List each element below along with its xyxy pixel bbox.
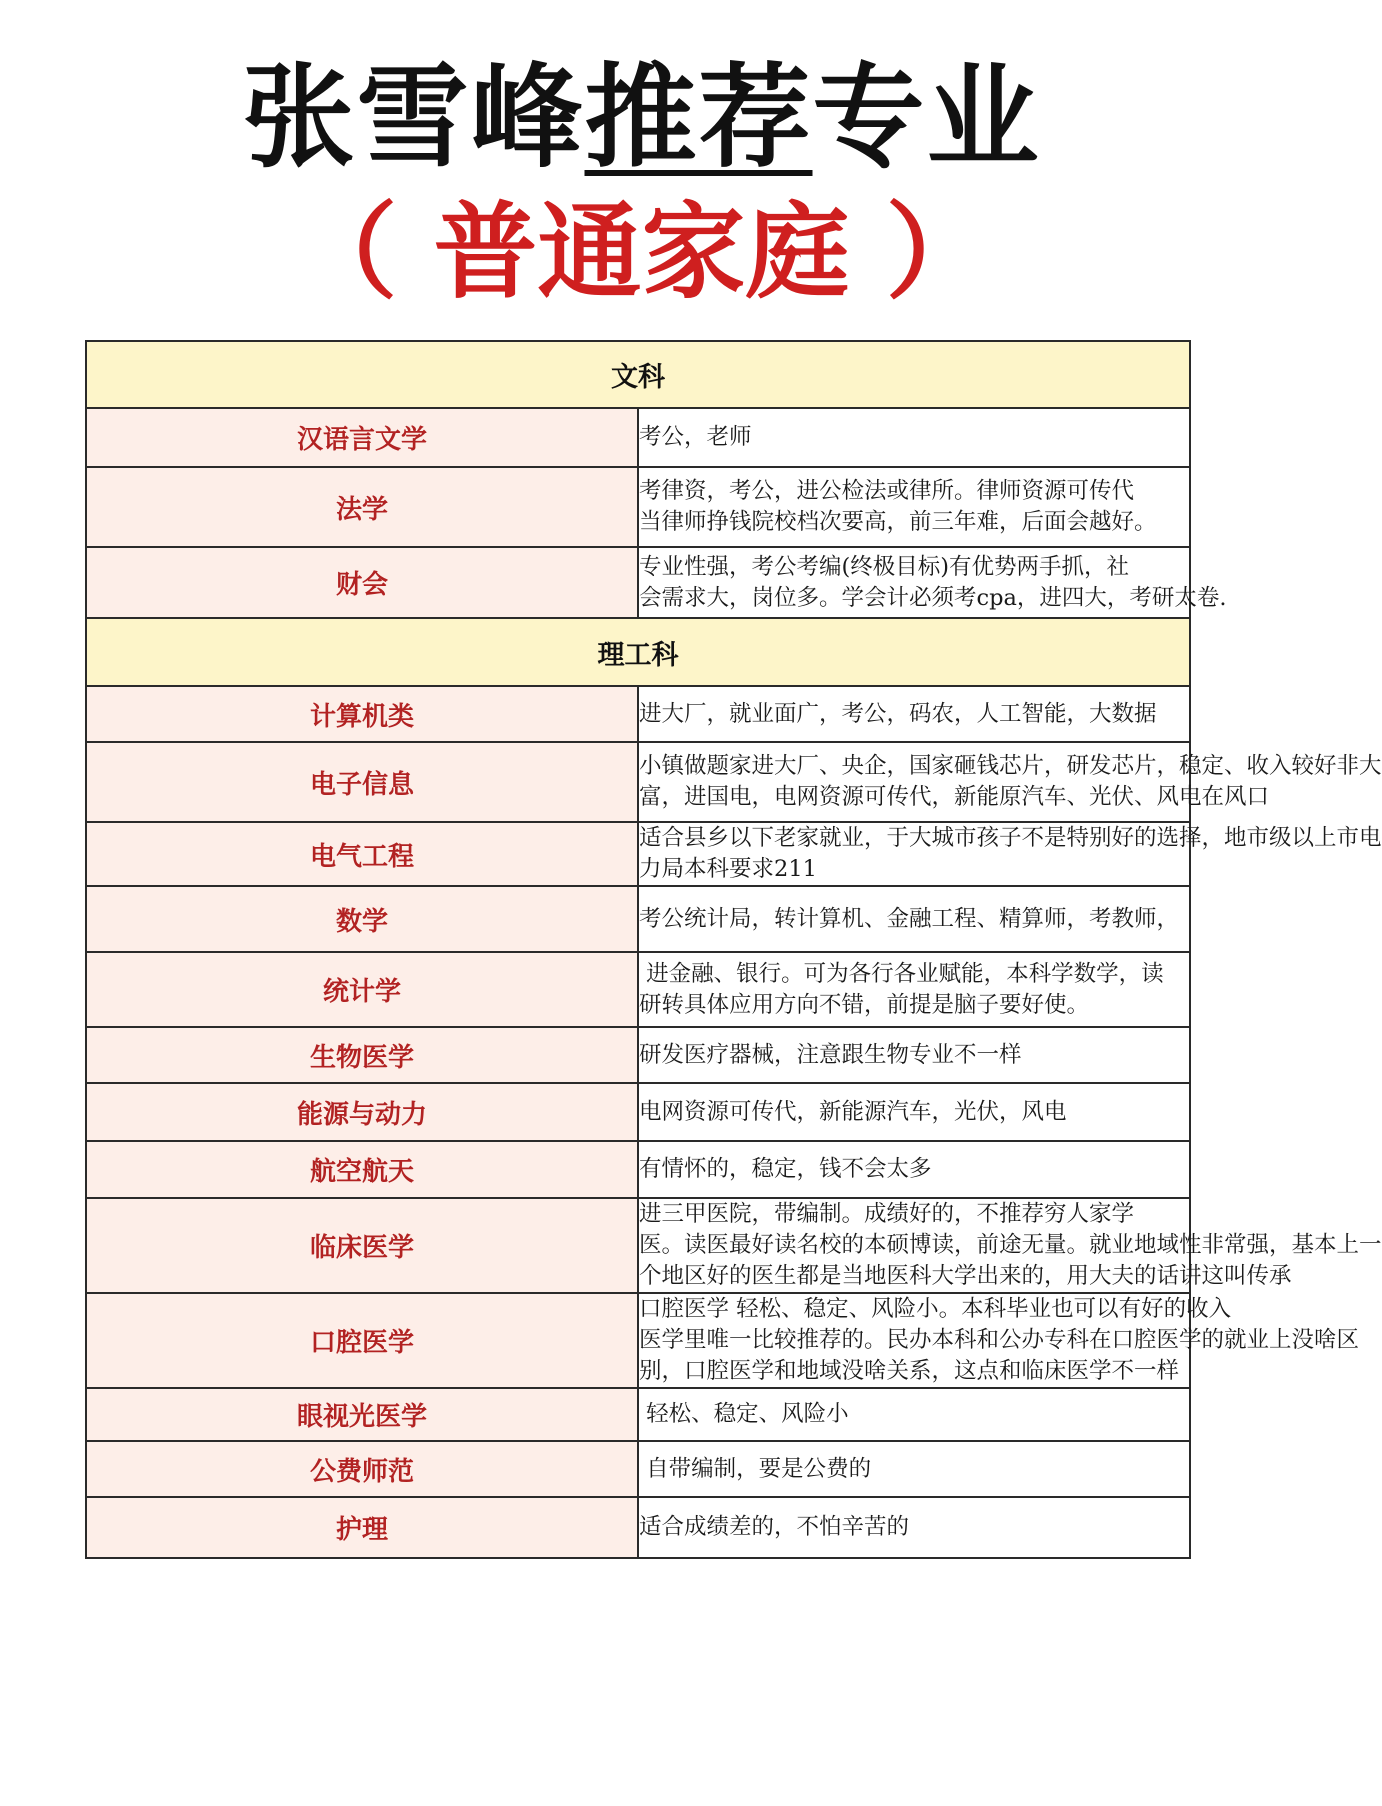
section-header-row	[86, 618, 1190, 686]
description-line: 专业性强，考公考编(终极目标)有优势两手抓，社	[639, 553, 1130, 580]
description-line: 考公，老师	[639, 424, 752, 450]
page-subtitle: （ 普通家庭 ）	[293, 191, 990, 313]
major-name: 计算机类	[86, 686, 638, 742]
description-line: 自带编制，要是公费的	[639, 1455, 872, 1482]
table-row	[86, 886, 1190, 952]
table-row	[86, 686, 1190, 742]
major-description	[638, 1027, 1190, 1083]
description-line: 适合成绩差的，不怕辛苦的	[639, 1514, 910, 1540]
major-name: 护理	[86, 1497, 638, 1558]
section-title: 文科	[86, 341, 1190, 408]
title-part-2-underlined: 推荐	[584, 53, 813, 183]
description-line: 进金融、银行。可为各行各业赋能，本科学数学，读	[639, 960, 1164, 987]
major-description	[638, 886, 1190, 952]
major-name: 财会	[86, 547, 638, 618]
description-line: 当律师挣钱院校档次要高，前三年难，后面会越好。	[639, 509, 1157, 535]
major-description	[638, 408, 1190, 467]
table-row	[86, 1027, 1190, 1083]
table-row	[86, 547, 1190, 618]
description-line: 力局本科要求211	[639, 856, 817, 882]
title-part-1: 张雪峰	[242, 53, 585, 183]
major-description	[638, 1441, 1190, 1497]
major-name: 口腔医学	[86, 1293, 638, 1388]
table-row	[86, 952, 1190, 1027]
section-header-row	[86, 341, 1190, 408]
page-title	[0, 53, 1283, 183]
major-description	[638, 686, 1190, 742]
major-name: 能源与动力	[86, 1083, 638, 1141]
major-name: 法学	[86, 467, 638, 547]
majors-table-body	[86, 341, 1382, 1558]
major-name: 电气工程	[86, 822, 638, 886]
table-row	[86, 1388, 1190, 1441]
major-description	[638, 952, 1190, 1027]
description-line: 医。读医最好读名校的本硕博读，前途无量。就业地域性非常强，基本上一	[639, 1232, 1382, 1258]
description-line: 进大厂，就业面广，考公，码农，人工智能，大数据	[639, 700, 1157, 727]
table-row	[86, 1497, 1190, 1558]
major-description	[638, 547, 1227, 618]
description-line: 研转具体应用方向不错，前提是脑子要好使。	[639, 991, 1090, 1018]
major-description	[638, 742, 1382, 822]
table-row	[86, 1293, 1190, 1388]
description-line: 有情怀的，稳定，钱不会太多	[639, 1156, 932, 1182]
table-row	[86, 1441, 1190, 1497]
description-line: 进三甲医院，带编制。成绩好的，不推荐穷人家学	[639, 1201, 1135, 1227]
table-row	[86, 742, 1190, 822]
major-description	[638, 467, 1190, 547]
table-row	[86, 822, 1190, 886]
description-line: 个地区好的医生都是当地医科大学出来的，用大夫的话讲这叫传承	[639, 1263, 1292, 1289]
major-name: 眼视光医学	[86, 1388, 638, 1441]
major-description	[638, 1497, 1190, 1558]
table-row	[86, 408, 1190, 467]
table-row	[86, 1141, 1190, 1198]
title-part-3: 专业	[812, 53, 1041, 183]
description-line: 别，口腔医学和地域没啥关系，这点和临床医学不一样	[639, 1358, 1180, 1384]
description-line: 会需求大，岗位多。学会计必须考cpa，进四大，考研太卷.	[639, 584, 1227, 611]
description-line: 小镇做题家进大厂、央企，国家砸钱芯片，研发芯片，稳定、收入较好非大	[639, 753, 1382, 779]
major-name: 航空航天	[86, 1141, 638, 1198]
table-row	[86, 1198, 1190, 1293]
majors-table	[85, 340, 1382, 1559]
description-line: 电网资源可传代，新能源汽车，光伏，风电	[639, 1098, 1067, 1125]
table-row	[86, 1083, 1190, 1141]
major-description	[638, 1388, 1190, 1441]
major-name: 电子信息	[86, 742, 638, 822]
major-description	[638, 1293, 1360, 1388]
table-row	[86, 467, 1190, 547]
description-line: 适合县乡以下老家就业，于大城市孩子不是特别好的选择，地市级以上市电	[639, 825, 1382, 851]
major-name: 公费师范	[86, 1441, 638, 1497]
description-line: 考律资，考公，进公检法或律所。律师资源可传代	[639, 478, 1135, 504]
major-name: 统计学	[86, 952, 638, 1027]
description-line: 口腔医学 轻松、稳定、风险小。本科毕业也可以有好的收入	[639, 1296, 1232, 1322]
description-line: 富，进国电，电网资源可传代，新能原汽车、光伏、风电在风口	[639, 784, 1270, 810]
major-name: 生物医学	[86, 1027, 638, 1083]
description-line: 研发医疗器械，注意跟生物专业不一样	[639, 1041, 1022, 1068]
major-description	[638, 1083, 1190, 1141]
major-description	[638, 822, 1382, 886]
major-description	[638, 1141, 1190, 1198]
description-line: 轻松、稳定、风险小	[639, 1401, 849, 1427]
major-description	[638, 1198, 1382, 1293]
major-name: 汉语言文学	[86, 408, 638, 467]
description-line: 考公统计局，转计算机、金融工程、精算师，考教师，	[639, 905, 1180, 932]
major-name: 临床医学	[86, 1198, 638, 1293]
description-line: 医学里唯一比较推荐的。民办本科和公办专科在口腔医学的就业上没啥区	[639, 1327, 1360, 1353]
section-title: 理工科	[86, 618, 1190, 686]
major-name: 数学	[86, 886, 638, 952]
